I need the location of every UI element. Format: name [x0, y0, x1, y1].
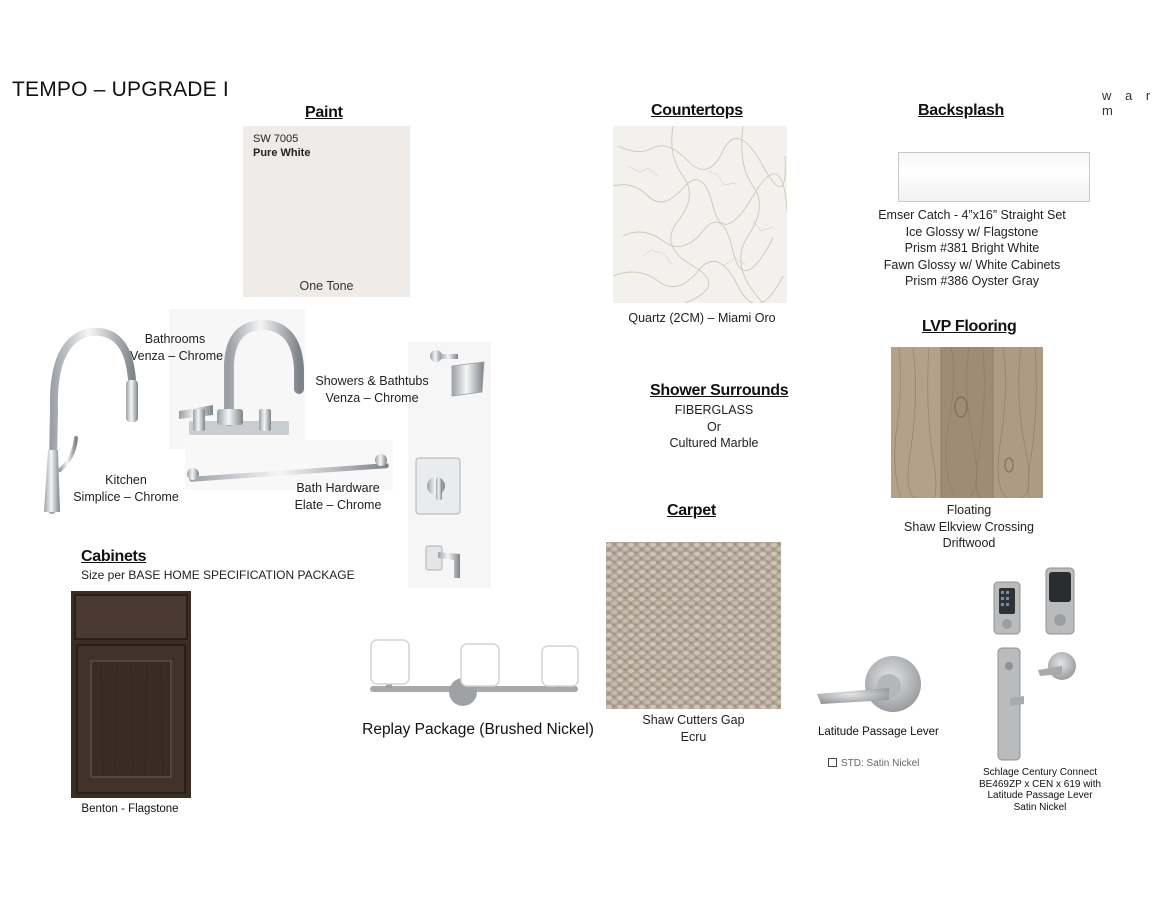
paint-tone: One Tone — [299, 279, 354, 293]
backsplash-line: Ice Glossy w/ Flagstone — [905, 224, 1039, 239]
page-title: TEMPO – UPGRADE I — [12, 78, 229, 101]
shower-surrounds-caption — [640, 402, 788, 452]
passage-std-text: STD: Satin Nickel — [841, 758, 920, 769]
bathrooms-caption — [130, 331, 224, 364]
showers-caption — [312, 373, 432, 406]
quartz-veining-image — [613, 126, 787, 303]
quartz-swatch — [613, 126, 787, 303]
paint-name: Pure White — [253, 147, 311, 159]
cabinet-door-swatch — [71, 591, 191, 798]
backsplash-line: Prism #386 Oyster Gray — [904, 274, 1040, 288]
lvp-wood-swatch — [891, 347, 1043, 498]
bathrooms-line: Bathrooms — [144, 332, 206, 346]
showers-line: Venza – Chrome — [325, 390, 419, 405]
lock-caption — [973, 767, 1107, 813]
checkbox-icon — [828, 758, 837, 767]
cabinets-caption: Benton - Flagstone — [81, 803, 179, 815]
carpet-swatch — [606, 542, 781, 709]
lvp-heading: LVP Flooring — [922, 318, 1017, 335]
lock-line: Latitude Passage Lever — [987, 790, 1093, 801]
lvp-line: Shaw Elkview Crossing — [904, 519, 1034, 534]
lvp-line: Driftwood — [942, 536, 996, 550]
carpet-line: Shaw Cutters Gap — [642, 713, 745, 727]
lock-line: Schlage Century Connect — [983, 767, 1097, 778]
paint-code: SW 7005 — [253, 133, 299, 145]
lock-line: Satin Nickel — [1013, 801, 1067, 813]
cabinets-subtitle: Size per BASE HOME SPECIFICATION PACKAGE — [81, 568, 355, 582]
carpet-line: Ecru — [680, 729, 707, 744]
cabinet-door-image — [71, 591, 191, 798]
lighting-caption: Replay Package (Brushed Nickel) — [362, 721, 594, 738]
shower-surrounds-line: Cultured Marble — [669, 436, 759, 450]
paint-code-block — [253, 132, 310, 160]
countertops-caption: Quartz (2CM) – Miami Oro — [628, 311, 776, 325]
backsplash-line: Emser Catch - 4”x16” Straight Set — [878, 208, 1066, 222]
showers-line: Showers & Bathtubs — [315, 374, 429, 388]
backsplash-heading: Backsplash — [918, 102, 1004, 119]
kitchen-line: Simplice – Chrome — [73, 489, 179, 504]
smart-lock-set-icon — [990, 566, 1088, 762]
backsplash-line: Prism #381 Bright White — [904, 241, 1040, 255]
carpet-texture-image — [606, 542, 781, 709]
bath-hardware-caption — [290, 480, 386, 513]
backsplash-tile-swatch — [898, 152, 1090, 202]
lvp-caption — [889, 502, 1049, 552]
bath-hardware-line: Elate – Chrome — [294, 497, 382, 512]
passage-lever-icon — [815, 654, 925, 718]
cabinets-heading: Cabinets — [81, 548, 147, 565]
carpet-caption — [622, 712, 765, 745]
bathrooms-line: Venza – Chrome — [130, 348, 224, 363]
backsplash-line: Fawn Glossy w/ White Cabinets — [883, 257, 1061, 272]
shower-surrounds-heading: Shower Surrounds — [650, 382, 789, 399]
backsplash-caption — [872, 207, 1072, 290]
bathroom-faucet-photo — [169, 309, 305, 449]
carpet-heading: Carpet — [667, 502, 716, 519]
passage-std-note — [828, 758, 919, 769]
vanity-light-icon — [368, 622, 580, 718]
shower-surrounds-line: FIBERGLASS — [674, 403, 754, 417]
countertops-heading: Countertops — [651, 102, 743, 119]
shower-surrounds-line: Or — [707, 419, 721, 434]
paint-heading: Paint — [305, 104, 343, 121]
wood-grain-image — [891, 347, 1043, 498]
lvp-line: Floating — [946, 503, 992, 517]
style-tag: w a r m — [1102, 88, 1156, 118]
passage-caption: Latitude Passage Lever — [818, 726, 939, 738]
bathroom-faucet-icon — [169, 309, 305, 449]
kitchen-line: Kitchen — [105, 473, 147, 487]
lock-line: BE469ZP x CEN x 619 with — [978, 778, 1102, 790]
bath-hardware-line: Bath Hardware — [296, 481, 380, 495]
kitchen-caption — [72, 472, 180, 505]
